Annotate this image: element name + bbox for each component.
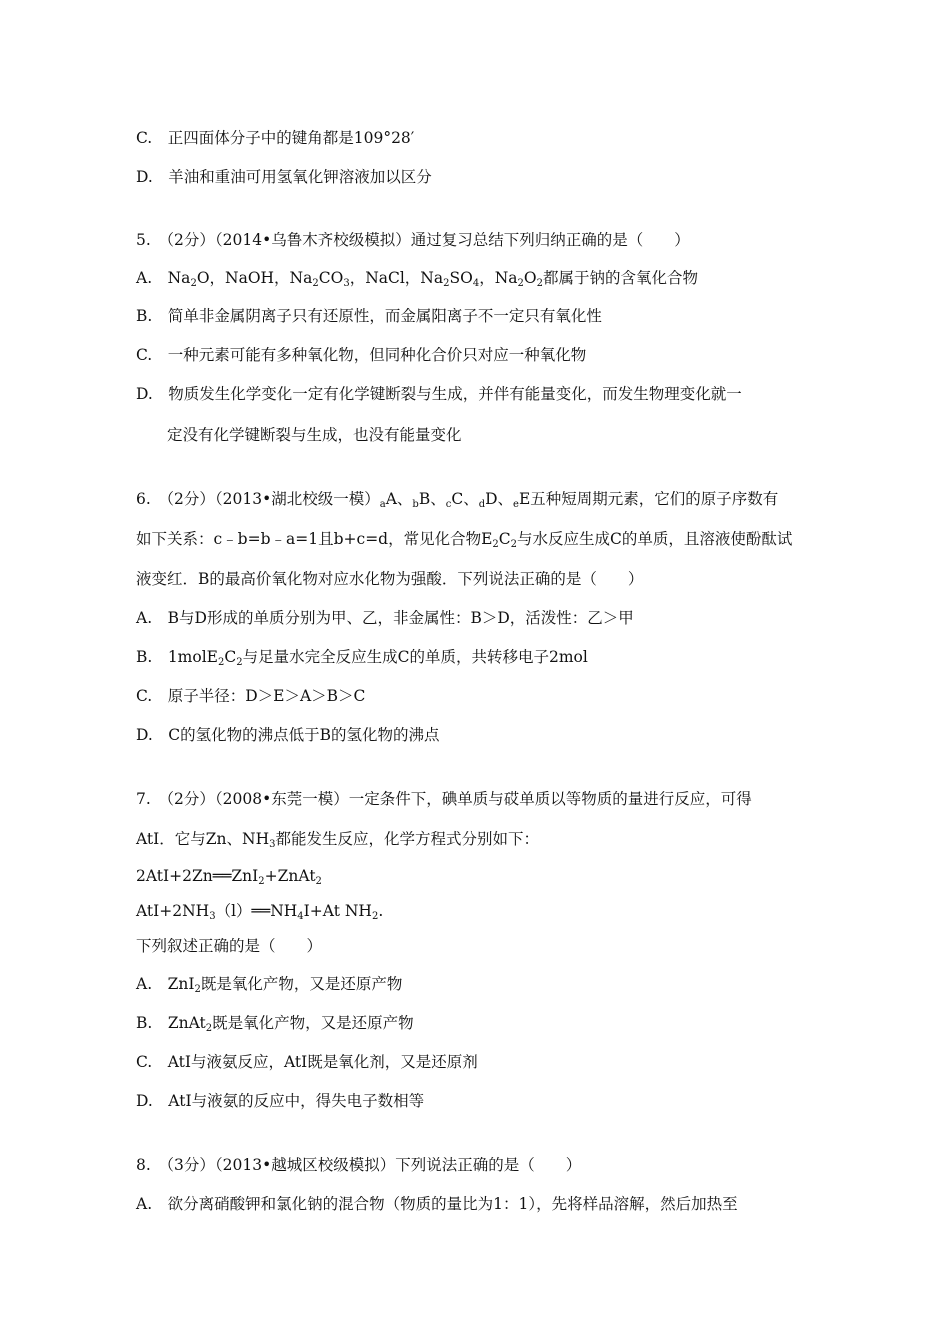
- q5-option-c: C. 一种元素可能有多种氧化物，但同种化合价只对应一种氧化物: [136, 346, 587, 364]
- q5-option-d-line2: 定没有化学键断裂与生成，也没有能量变化: [167, 426, 462, 444]
- q6-stem-line3: 液变红．B的最高价氧化物对应水化物为强酸．下列说法正确的是（ ）: [136, 570, 644, 588]
- q5-option-d-line1: D. 物质发生化学变化一定有化学键断裂与生成，并伴有能量变化，而发生物理变化就一: [136, 385, 742, 403]
- q7-equation-2: $AtI+2NH_3(l)══NH_4I+At$ $NH_2$.: [136, 902, 384, 922]
- q7-stem-line2: AtI．它与Zn、$NH_3$都能发生反应，化学方程式分别如下：: [136, 830, 539, 850]
- q8-stem: 8. （3分）（2013•越城区校级模拟）下列说法正确的是（ ）: [136, 1156, 582, 1174]
- q5-option-b: B. 简单非金属阴离子只有还原性，而金属阳离子不一定只有氧化性: [136, 307, 602, 325]
- q7-stem-line1: 7. （2分）（2008•东莞一模）一定条件下，碘单质与砹单质以等物质的量进行反应，可得: [136, 790, 752, 808]
- q6-option-a: A. B与D形成的单质分别为甲、乙，非金属性：B＞D，活泼性：乙＞甲: [136, 609, 634, 627]
- q7-equation-1: 2AtI+2Zn══ZnI$_2$+ZnAt$_2$: [136, 867, 322, 887]
- q5-stem: 5. （2分）（2014•乌鲁木齐校级模拟）通过复习总结下列归纳正确的是（ ）: [136, 231, 690, 249]
- q7-option-b: B. ZnAt$_2$既是氧化产物，又是还原产物: [136, 1014, 414, 1034]
- q8-option-a: A. 欲分离硝酸钾和氯化钠的混合物（物质的量比为1：1），先将样品溶解，然后加热至: [136, 1195, 738, 1213]
- q6-stem-line2: 如下关系：c﹣b=b﹣a=1且b+c=d，常见化合物$E_2C_2$与水反应生成C的单质，且溶液使酚酞试: [136, 530, 793, 550]
- q6-option-c: C. 原子半径：D＞E＞A＞B＞C: [136, 687, 366, 705]
- q6-option-b: B. $1molE_2C_2$与足量水完全反应生成C的单质，共转移电子2mol: [136, 648, 588, 668]
- q6-stem-line1: 6. （2分）（2013•湖北校级一模）$_aA$、$_b$B、$_c$C、$_d$D、$_e$E五种短周期元素，它们的原子序数有: [136, 490, 779, 510]
- q7-option-a: A. ZnI$_2$既是氧化产物，又是还原产物: [136, 975, 403, 995]
- q6-option-d: D. C的氢化物的沸点低于B的氢化物的沸点: [136, 726, 440, 744]
- q7-option-d: D. AtI与液氨的反应中，得失电子数相等: [136, 1092, 425, 1110]
- q5-option-a: A. $Na_2O$，NaOH，$Na_2CO_3$，NaCl，$Na_2SO_4$，$Na_2O_2$都属于钠的含氧化合物: [136, 269, 698, 289]
- q7-option-c: C. AtI与液氨反应，AtI既是氧化剂，又是还原剂: [136, 1053, 478, 1071]
- q4-option-c: C. 正四面体分子中的键角都是109°28′: [136, 129, 415, 147]
- q7-question: 下列叙述正确的是（ ）: [136, 937, 323, 955]
- q4-option-d: D. 羊油和重油可用氢氧化钾溶液加以区分: [136, 168, 432, 186]
